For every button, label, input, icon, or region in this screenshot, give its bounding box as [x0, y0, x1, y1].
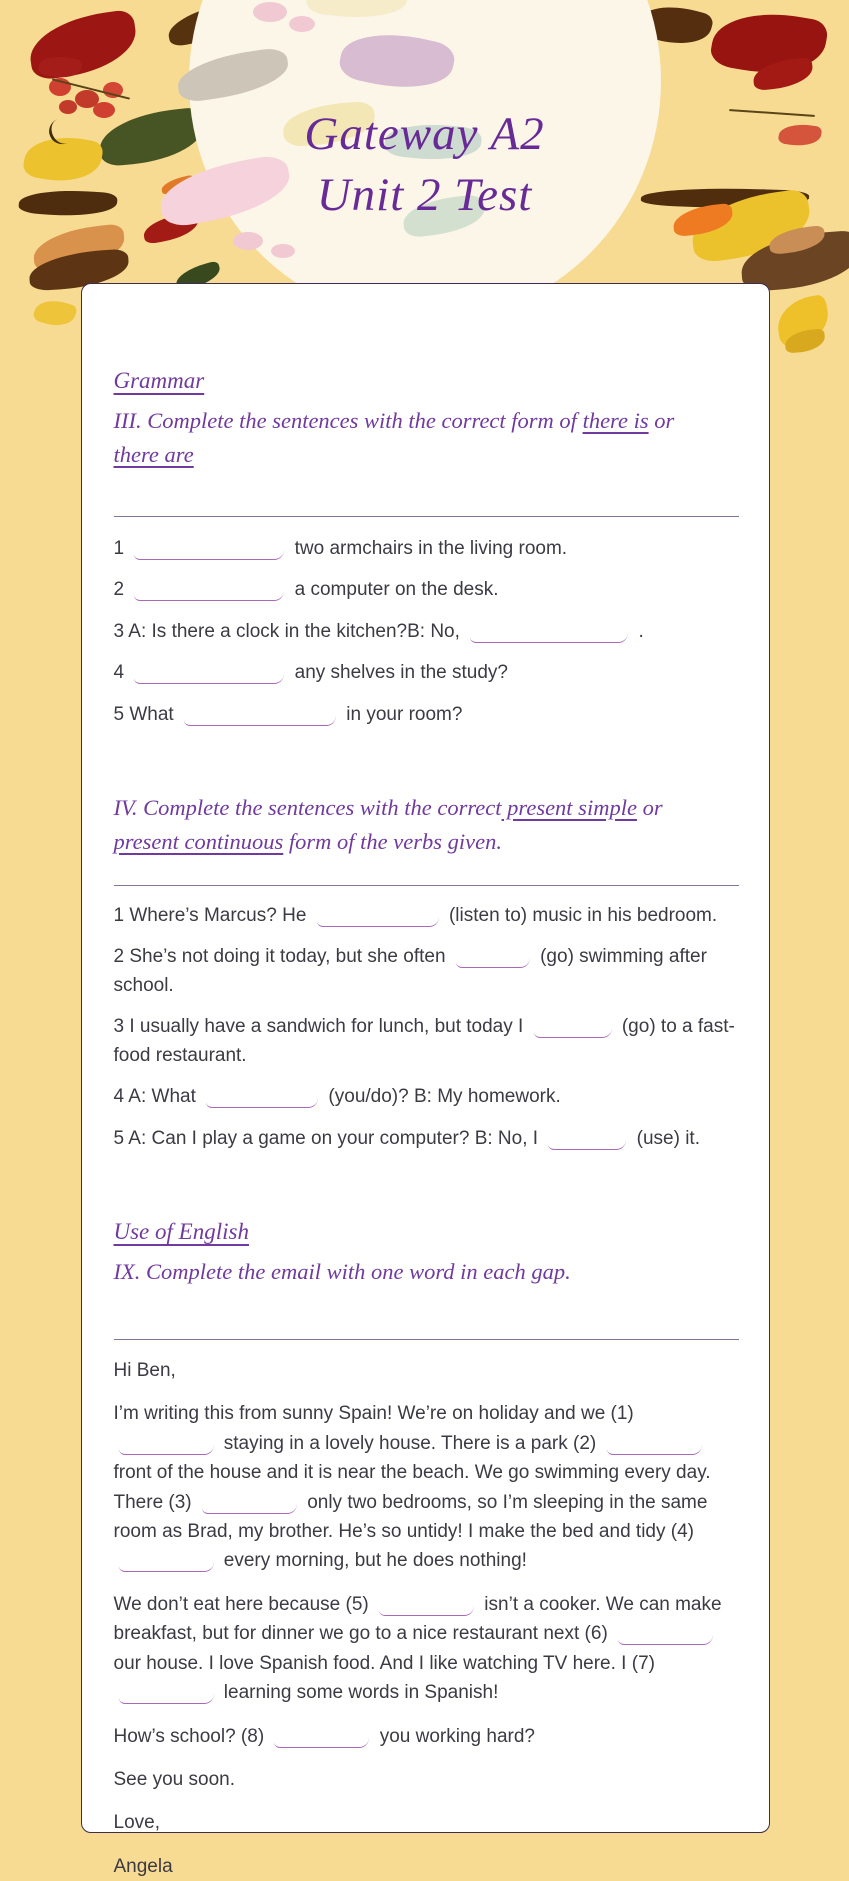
answer-blank[interactable]: [548, 1129, 626, 1150]
text-run: 1 Where’s Marcus? He: [113, 904, 312, 926]
pastel-leaf-decoration: [271, 244, 295, 258]
pastel-leaf-decoration: [336, 23, 457, 99]
exercise-9-instruction: [114, 1255, 714, 1289]
text-run: learning some words in Spanish!: [218, 1682, 499, 1704]
text-run: 5 What: [113, 703, 179, 725]
text-run: our house. I love Spanish food. And I like watching TV here. I (7): [113, 1652, 655, 1674]
answer-blank[interactable]: [119, 1683, 214, 1704]
pastel-leaf-decoration: [289, 16, 315, 32]
pastel-leaf-decoration: [253, 2, 287, 22]
text-run: (go) swimming after school.: [113, 946, 707, 996]
text-run: .: [633, 620, 644, 642]
email-paragraph: [114, 1590, 739, 1708]
text-run: 3 A: Is there a clock in the kitchen?B: No,: [113, 620, 466, 642]
answer-blank[interactable]: [134, 539, 284, 560]
answer-blank[interactable]: [119, 1551, 214, 1572]
answer-blank[interactable]: [134, 580, 284, 601]
question-row: [114, 535, 739, 564]
question-row: [114, 701, 739, 730]
text-run: isn’t a cooker. We can make breakfast, but for dinner we go to a nice restaurant next (6): [113, 1593, 722, 1645]
text-run: Hi Ben,: [113, 1359, 176, 1381]
answer-blank[interactable]: [607, 1434, 702, 1455]
text-run: there is: [582, 408, 649, 433]
email-paragraph: [114, 1399, 739, 1576]
text-run: form of the verbs given.: [283, 828, 502, 854]
answer-blank[interactable]: [618, 1624, 713, 1645]
exercise-3-questions: [114, 535, 739, 730]
text-run: 5 A: Can I play a game on your computer? B: No, I: [113, 1127, 544, 1149]
question-row: [114, 1125, 739, 1154]
text-run: 4 A: What: [113, 1086, 202, 1107]
text-run: only two bedrooms, so I’m sleeping in the same room as Brad, my brother. He’s so untidy! I make the bed and tidy (4): [113, 1491, 708, 1542]
email-greeting: [114, 1356, 739, 1385]
answer-blank[interactable]: [317, 906, 439, 927]
text-run: 4: [113, 662, 130, 683]
text-run: (listen to) music in his bedroom.: [443, 904, 718, 926]
exercise-4-instruction: [114, 791, 714, 859]
answer-blank[interactable]: [274, 1727, 369, 1748]
text-run: 3 I usually have a sandwich for lunch, but today I: [113, 1016, 529, 1037]
question-row: [114, 902, 739, 931]
page-title-line-2: Unit 2 Test: [316, 169, 533, 222]
email-question: [114, 1722, 739, 1751]
section-divider: [114, 516, 739, 517]
answer-blank[interactable]: [184, 705, 336, 726]
text-run: a computer on the desk.: [289, 579, 499, 600]
leaf-decoration: [31, 294, 77, 331]
text-run: there are: [113, 441, 194, 467]
question-row: [114, 659, 739, 688]
text-run: present continuous: [113, 828, 284, 854]
answer-blank[interactable]: [534, 1017, 612, 1038]
answer-blank[interactable]: [470, 622, 628, 643]
pastel-leaf-decoration: [305, 0, 408, 23]
section-heading-grammar: Grammar: [113, 368, 205, 393]
text-run: present simple: [501, 795, 637, 820]
text-run: staying in a lovely house. There is a park (2): [218, 1432, 602, 1454]
question-row: [114, 943, 739, 1000]
text-run: two armchairs in the living room.: [289, 537, 568, 559]
text-run: IX. Complete the email with one word in each gap.: [113, 1259, 571, 1284]
text-run: I’m writing this from sunny Spain! We’re on holiday and we (1): [113, 1403, 634, 1425]
email-signoff: [114, 1765, 739, 1794]
text-run: III. Complete the sentences with the correct form of: [113, 408, 583, 433]
page-title-line-1: Gateway A2: [304, 108, 545, 160]
answer-blank[interactable]: [379, 1595, 474, 1616]
answer-blank[interactable]: [456, 947, 530, 968]
pastel-leaf-decoration: [174, 46, 291, 103]
text-run: IV. Complete the sentences with the correct: [113, 795, 502, 820]
question-row: [114, 576, 739, 605]
text-run: See you soon.: [113, 1769, 235, 1790]
text-run: or: [648, 408, 675, 433]
text-run: Angela: [113, 1855, 173, 1877]
text-run: 1: [113, 537, 130, 559]
page-background: [41, 0, 809, 1877]
text-run: in your room?: [340, 703, 463, 725]
text-run: 2 She’s not doing it today, but she often: [113, 946, 451, 967]
text-run: front of the house and it is near the beach. We go swimming every day. There (3): [113, 1462, 711, 1513]
text-run: (go) to a fast-food restaurant.: [113, 1016, 735, 1066]
text-run: every morning, but he does nothing!: [218, 1550, 527, 1572]
section-divider: [114, 885, 739, 886]
email-signature: [114, 1852, 739, 1881]
text-run: 2: [113, 579, 130, 600]
section-divider: [114, 1339, 739, 1340]
pastel-leaf-decoration: [233, 232, 263, 250]
text-run: Love,: [113, 1812, 160, 1834]
section-heading-use-of-english: Use of English: [113, 1219, 249, 1244]
exercise-3-instruction: [114, 404, 714, 472]
text-run: How’s school? (8): [113, 1725, 270, 1747]
worksheet-card: [81, 283, 770, 1877]
page-title: [41, 104, 809, 226]
answer-blank[interactable]: [119, 1434, 214, 1455]
email-signoff: [114, 1808, 739, 1837]
text-run: (use) it.: [631, 1127, 700, 1149]
answer-blank[interactable]: [134, 663, 284, 684]
text-run: you working hard?: [374, 1725, 535, 1747]
exercise-4-questions: [114, 902, 739, 1154]
question-row: [114, 1083, 739, 1112]
answer-blank[interactable]: [206, 1087, 318, 1108]
question-row: [114, 1013, 739, 1070]
text-run: We don’t eat here because (5): [113, 1593, 375, 1615]
question-row: [114, 618, 739, 647]
answer-blank[interactable]: [202, 1493, 297, 1514]
text-run: (you/do)? B: My homework.: [323, 1086, 561, 1107]
text-run: any shelves in the study?: [289, 662, 508, 683]
text-run: or: [636, 795, 663, 820]
email-text: [114, 1356, 739, 1881]
